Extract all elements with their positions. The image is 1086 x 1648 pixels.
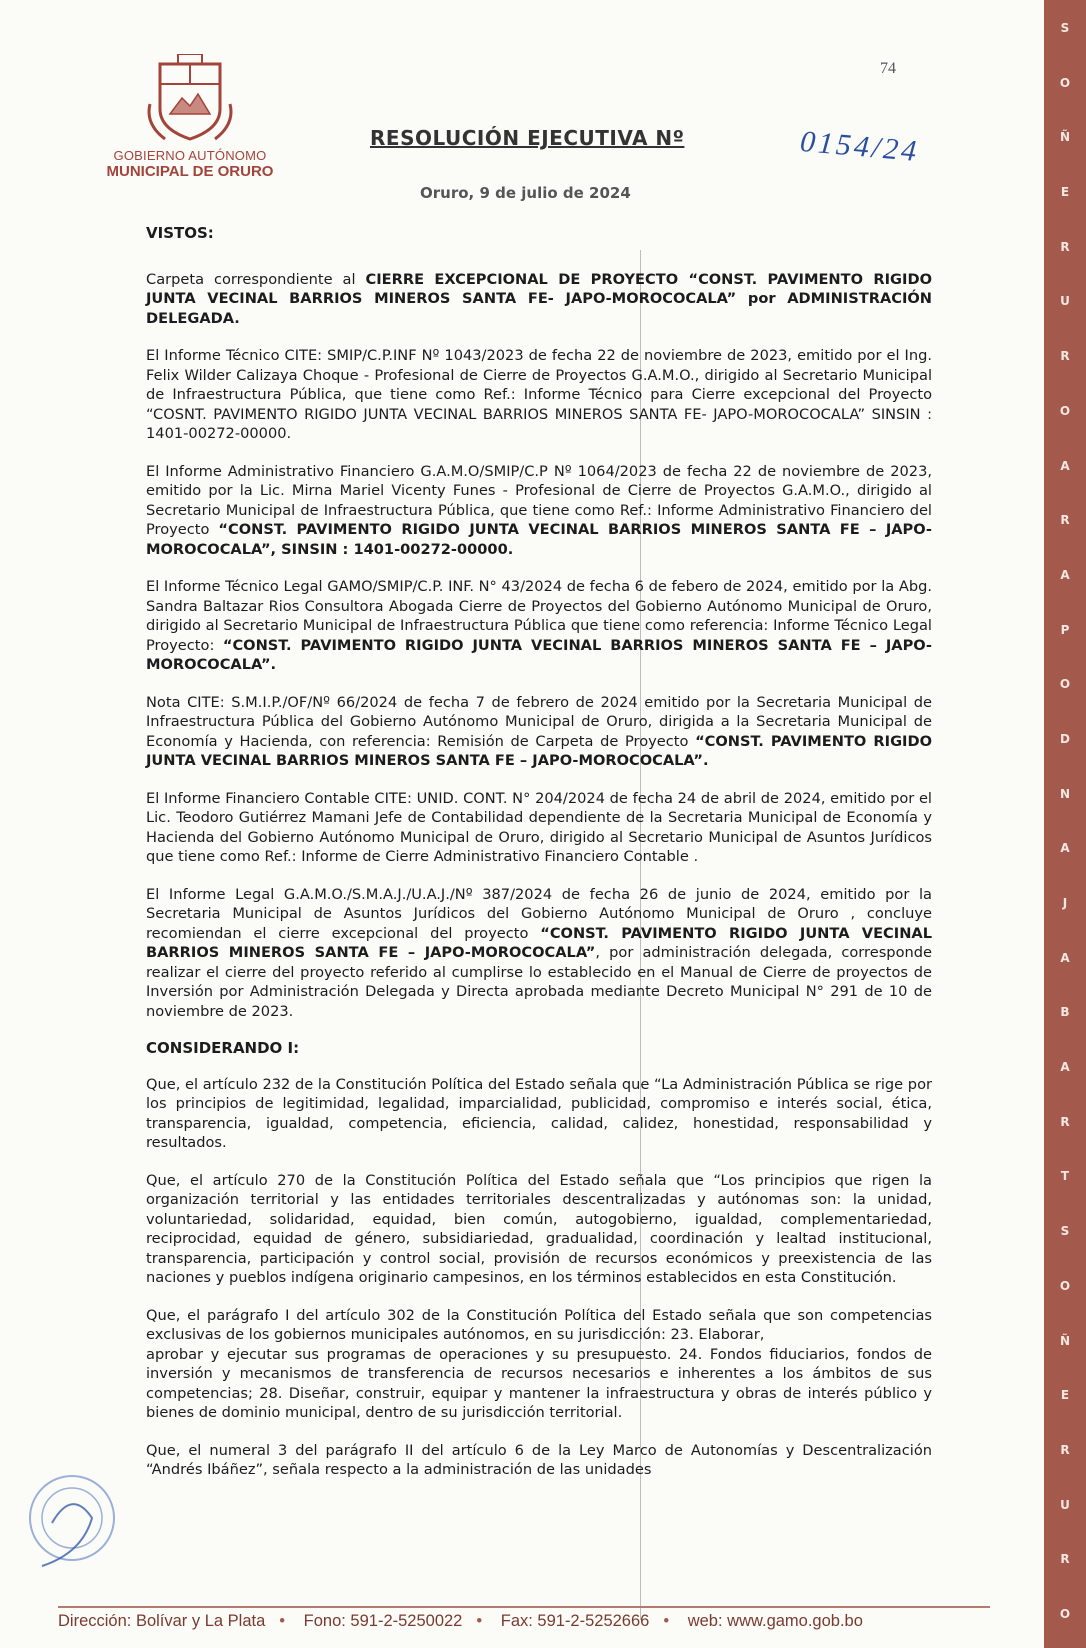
document-date: Oruro, 9 de julio de 2024 <box>420 184 631 202</box>
sidebar-letter: E <box>1060 1388 1070 1403</box>
sidebar-letter: R <box>1060 1442 1070 1457</box>
sidebar-letter: R <box>1060 1552 1070 1567</box>
footer-fax: Fax: 591-2-5252666 <box>500 1612 650 1630</box>
page-number: 74 <box>880 60 896 77</box>
sidebar-letter: N <box>1059 786 1071 801</box>
vistos-paragraph <box>146 577 932 675</box>
vistos-text-bold: “CONST. PAVIMENTO RIGIDO JUNTA VECINAL BARRIOS MINEROS SANTA FE – JAPO-MOROCOCALA” <box>146 924 932 961</box>
vistos-text-bold: “CONST. PAVIMENTO RIGIDO JUNTA VECINAL BARRIOS MINEROS SANTA FE – JAPO-MOROCOCALA”, SINSIN : 1401-00272-00000. <box>146 521 932 558</box>
footer-phone: Fono: 591-2-5250022 <box>303 1612 463 1630</box>
sidebar-letter: P <box>1060 622 1070 637</box>
sidebar-letter: Ñ <box>1059 1333 1071 1348</box>
sidebar-letter: O <box>1059 677 1071 692</box>
vistos-text-pre: Carpeta correspondiente al <box>146 270 366 288</box>
vistos-text-pre: El Informe Administrativo Financiero G.A.M.O/SMIP/C.P Nº 1064/2023 de fecha 22 de noviembre de 2023, emitido por la Lic. Mirna Mariel Vicenty Funes - Profesional de Cierre de Proyectos G.A.M.O., dirigido al Secretario Municipal de Infraestructura Pública, que tiene como Ref.: Informe Administrativo Financiero del Proyecto <box>146 462 932 538</box>
sidebar-letter: A <box>1060 458 1070 473</box>
logo-line-1: GOBIERNO AUTÓNOMO <box>113 148 267 163</box>
footer-web: web: www.gamo.gob.bo <box>687 1612 863 1630</box>
resolution-number: 0154/24 <box>798 124 921 169</box>
sidebar-letter: O <box>1059 75 1071 90</box>
sidebar-letter: B <box>1060 1005 1070 1020</box>
vistos-text-bold: “CONST. PAVIMENTO RIGIDO JUNTA VECINAL BARRIOS MINEROS SANTA FE – JAPO-MOROCOCALA”. <box>146 732 933 769</box>
considerando-paragraph: Que, el artículo 270 de la Constitución Política del Estado señala que “Los principios que rigen la organización territorial y las entidades territoriales descentralizadas y autónomas son: la unidad, voluntariedad, solidaridad, equidad, bien común, autogobierno, igualdad, complementariedad, reciprocidad, equidad de género, subsidiariedad, gradualidad, coordinación y lealtad institucional, transparencia, participación y control social, provisión de recursos económicos y preexistencia de las naciones y pueblos indígena originario campesinos, en los términos establecidos en esta Constitución. <box>146 1171 932 1286</box>
vistos-paragraph <box>146 270 932 329</box>
vistos-text-post: , por administración delegada, corresponde realizar el cierre del proyecto referido al cumplirse lo establecido en el Manual de Cierre de proyectos de Inversión por Administración Delegada y Directa aprobada mediante Decreto Municipal N° 291 de 10 de noviembre de 2023. <box>146 944 932 1020</box>
sidebar-letter: A <box>1060 567 1070 582</box>
coat-of-arms-icon <box>140 54 240 146</box>
sidebar-letter: D <box>1060 731 1070 746</box>
section-heading-considerando: CONSIDERANDO I: <box>146 1039 300 1057</box>
sidebar-letter: O <box>1059 1606 1071 1621</box>
sidebar-letter: E <box>1060 185 1070 200</box>
sidebar-letter: A <box>1060 841 1070 856</box>
vistos-list <box>146 270 932 1022</box>
sidebar-letter: O <box>1059 403 1071 418</box>
municipal-logo <box>100 54 280 194</box>
vistos-text-bold: “CONST. PAVIMENTO RIGIDO JUNTA VECINAL BARRIOS MINEROS SANTA FE – JAPO-MOROCOCALA”. <box>146 636 932 673</box>
vistos-paragraph <box>146 789 932 867</box>
vistos-paragraph <box>146 462 932 560</box>
considerando-paragraph: Que, el artículo 232 de la Constitución Política del Estado señala que “La Administración Pública se rige por los principios de legitimidad, legalidad, imparcialidad, publicidad, compromiso e interés social, ética, transparencia, igualdad, competencia, eficiencia, calidad, calidez, honestidad, responsabilidad y resultados. <box>146 1075 932 1151</box>
sidebar-letter: R <box>1060 239 1070 254</box>
considerando-paragraph: Que, el numeral 3 del parágrafo II del artículo 6 de la Ley Marco de Autonomías y Descentralización “Andrés Ibáñez”, señala respecto a la administración de las unidades <box>146 1441 932 1478</box>
vistos-paragraph <box>146 885 932 1022</box>
vistos-text-bold: CIERRE EXCEPCIONAL DE PROYECTO “CONST. PAVIMENTO RIGIDO JUNTA VECINAL BARRIOS MINEROS SANTA FE- JAPO-MOROCOCALA” por ADMINISTRACIÓN DELEGADA. <box>146 270 932 327</box>
logo-line-2: MUNICIPAL DE ORURO <box>106 163 274 180</box>
sidebar-letter: A <box>1060 950 1070 965</box>
section-heading-vistos: VISTOS: <box>146 224 214 242</box>
sidebar-letter: J <box>1062 896 1068 910</box>
considerando-paragraph: aprobar y ejecutar sus programas de operaciones y su presupuesto. 24. Fondos fiduciarios, fondos de inversión y mecanismos de transferencia de recursos necesarios e inherentes a los ámbitos de sus competencias; 28. Diseñar, construir, equipar y mantener la infraestructura y obras de interés público y bienes de dominio municipal, dentro de su jurisdicción territorial. <box>146 1345 932 1421</box>
vistos-text-pre: El Informe Legal G.A.M.O./S.M.A.J./U.A.J./Nº 387/2024 de fecha 26 de junio de 2024, emitido por la Secretaria Municipal de Asuntos Jurídicos del Gobierno Autónomo Municipal de Oruro , concluye recomiendan el cierre excepcional del proyecto <box>146 885 932 942</box>
sidebar-letter: R <box>1060 513 1070 528</box>
document-title: RESOLUCIÓN EJECUTIVA Nº <box>370 126 685 150</box>
document-body <box>146 224 932 1498</box>
considerando-paragraph: Que, el parágrafo I del artículo 302 de la Constitución Política del Estado señala que son competencias exclusivas de los gobiernos municipales autónomos, en su jurisdicción: 23. Elaborar, <box>146 1306 932 1343</box>
sidebar-letter: U <box>1060 294 1070 309</box>
footer-address: Dirección: Bolívar y La Plata <box>58 1612 266 1630</box>
sidebar-letter: T <box>1060 1169 1070 1184</box>
sidebar-letter: U <box>1060 1497 1070 1512</box>
vistos-paragraph <box>146 346 932 444</box>
sidebar-letter: R <box>1060 349 1070 364</box>
considerando-list <box>146 1075 932 1480</box>
brand-sidebar <box>1044 0 1086 1648</box>
vistos-text-pre: El Informe Técnico Legal GAMO/SMIP/C.P. INF. N° 43/2024 de fecha 6 de febero de 2024, emitido por la Abg. Sandra Baltazar Rios Consultora Abogada Cierre de Proyectos del Gobierno Autónomo Municipal de Oruro, dirigido al Secretario Municipal de Infraestructura Pública que tiene como referencia: Informe Técnico Legal Proyecto: <box>146 578 932 654</box>
official-seal-icon <box>22 1468 122 1568</box>
sidebar-letter: R <box>1060 1114 1070 1129</box>
sidebar-letter: O <box>1059 1278 1071 1293</box>
vistos-paragraph <box>146 693 932 771</box>
vistos-text-pre: El Informe Financiero Contable CITE: UNID. CONT. N° 204/2024 de fecha 24 de abril de 2024, emitido por el Lic. Teodoro Gutiérrez Mamani Jefe de Contabilidad dependiente de la Secretaria Municipal de Economía y Hacienda del Gobierno Autónomo Municipal de Oruro, dirigido al Secretario Municipal de Asuntos Jurídicos que tiene como Ref.: Informe de Cierre Administrativo Financiero Contable . <box>146 789 932 865</box>
sidebar-letter: S <box>1060 21 1070 35</box>
footer-divider <box>58 1606 990 1608</box>
footer: Dirección: Bolívar y La Plata • Fono: 591-2-5250022 • Fax: 591-2-5252666 • web: www.gamo.gob.bo <box>58 1612 863 1630</box>
sidebar-letter: Ñ <box>1059 130 1071 145</box>
vistos-text-pre: Nota CITE: S.M.I.P./OF/Nº 66/2024 de fecha 7 de febrero de 2024 emitido por la Secretaria Municipal de Infraestructura Pública del Gobierno Autónomo Municipal de Oruro, dirigida a la Secretaria Municipal de Economía y Hacienda, con referencia: Remisión de Carpeta de Proyecto <box>146 693 932 750</box>
sidebar-letter: A <box>1060 1060 1070 1075</box>
sidebar-letter: S <box>1060 1224 1070 1239</box>
vistos-text-pre: El Informe Técnico CITE: SMIP/C.P.INF Nº 1043/2023 de fecha 22 de noviembre de 2023, emitido por el Ing. Felix Wilder Calizaya Choque - Profesional de Cierre de Proyectos G.A.M.O., dirigido al Secretario Municipal de Infraestructura Pública, que tiene como Ref.: Informe Técnico para Cierre excepcional del Proyecto “COSNT. PAVIMENTO RIGIDO JUNTA VECINAL BARRIOS MINEROS SANTA FE- JAPO-MOROCOCALA” SINSIN : 1401-00272-00000. <box>146 347 932 442</box>
